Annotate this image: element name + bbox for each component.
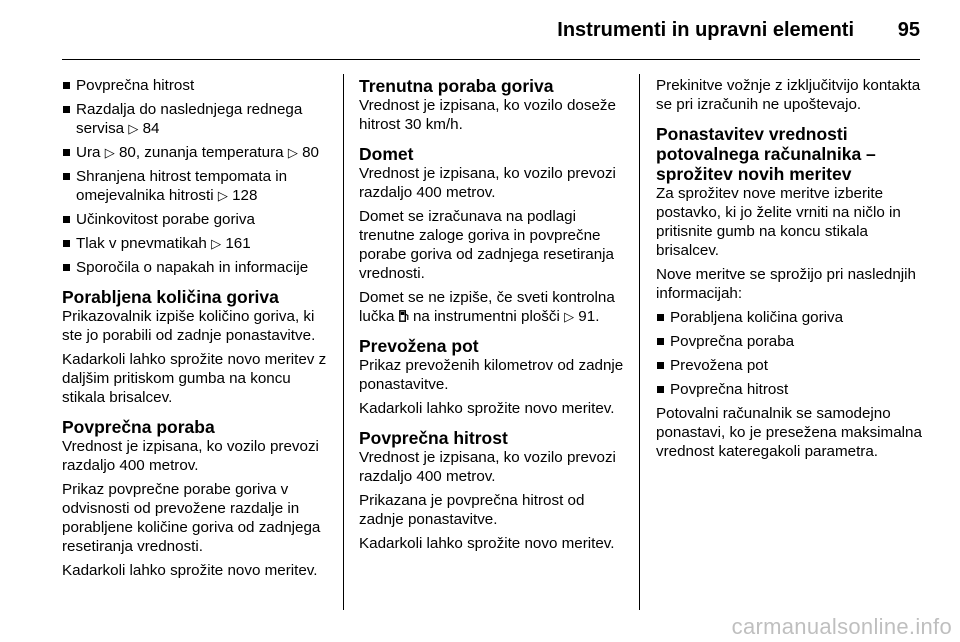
paragraph: Prikaz povprečne porabe goriva v odvisnosti od prevožene razdalje in porabljene količine goriva od zadnjega resetiranja vrednosti. xyxy=(62,481,321,555)
paragraph: Vrednost je izpisana, ko vozilo doseže hitrost 30 km/h. xyxy=(359,97,616,133)
page-header xyxy=(62,0,920,60)
paragraph: Vrednost je izpisana, ko vozilo prevozi razdaljo 400 metrov. xyxy=(359,165,616,201)
section-heading: Prevožena pot xyxy=(359,336,479,356)
section-range xyxy=(359,144,631,326)
page-ref-link[interactable]: 161 xyxy=(225,235,251,252)
bullet-icon xyxy=(63,149,70,156)
page-ref-link[interactable]: 80 xyxy=(118,144,136,161)
section-heading: Ponastavitev vrednosti potovalnega računalnika – sprožitev novih meritev xyxy=(656,124,876,184)
paragraph: Vrednost je izpisana, ko vozilo prevozi razdaljo 400 metrov. xyxy=(359,449,616,485)
paragraph: Prikaz prevoženih kilometrov od zadnje ponastavitve. xyxy=(359,357,624,393)
bullet-icon xyxy=(657,362,664,369)
bullet-icon xyxy=(657,314,664,321)
page-ref-link[interactable]: 84 xyxy=(142,120,160,137)
paragraph: Domet se ne izpiše, če sveti kontrolna lučka na instrumentni plošči ▷ 91. xyxy=(359,289,615,325)
list-item: Razdalja do naslednjega rednega servisa ▷ 84 xyxy=(62,100,330,138)
watermark: carmanualsonline.info xyxy=(731,614,952,639)
bullet-icon xyxy=(63,264,70,271)
paragraph: Kadarkoli lahko sprožite novo meritev z daljšim pritiskom gumba na koncu stikala brisalcev. xyxy=(62,351,327,406)
list-item: Ura ▷ 80, zunanja temperatura ▷ 80 xyxy=(62,143,330,162)
page-title: Instrumenti in upravni elementi xyxy=(557,19,854,41)
fuel-warning-lamp-icon xyxy=(399,310,409,322)
column-1 xyxy=(62,76,330,585)
bullet-icon xyxy=(63,106,70,113)
reset-list xyxy=(656,308,928,399)
page-ref-arrow-icon: ▷ xyxy=(104,145,115,160)
paragraph: Kadarkoli lahko sprožite novo meritev. xyxy=(62,562,318,579)
bullet-icon xyxy=(657,338,664,345)
section-heading: Porabljena količina goriva xyxy=(62,287,279,307)
list-item: Učinkovitost porabe goriva xyxy=(62,210,330,229)
paragraph: Kadarkoli lahko sprožite novo meritev. xyxy=(359,535,615,552)
list-item: Prevožena pot xyxy=(656,356,928,375)
paragraph: Kadarkoli lahko sprožite novo meritev. xyxy=(359,400,615,417)
bullet-icon xyxy=(63,173,70,180)
section-heading: Trenutna poraba goriva xyxy=(359,76,554,96)
section-heading: Povprečna poraba xyxy=(62,417,215,437)
section-distance xyxy=(359,336,631,418)
list-item: Povprečna poraba xyxy=(656,332,928,351)
column-2 xyxy=(359,76,631,558)
bullet-icon xyxy=(63,216,70,223)
paragraph: Potovalni računalnik se samodejno ponastavi, ko je presežena maksimalna vrednost kateregakoli parametra. xyxy=(656,405,922,460)
paragraph: Prekinitve vožnje z izključitvijo kontakta se pri izračunih ne upoštevajo. xyxy=(656,77,921,113)
page-ref-link[interactable]: 91. xyxy=(578,308,600,325)
column-divider xyxy=(639,74,640,610)
bullet-icon xyxy=(657,386,664,393)
list-item: Shranjena hitrost tempomata in omejevalnika hitrosti ▷ 128 xyxy=(62,167,330,205)
paragraph: Domet se izračunava na podlagi trenutne zaloge goriva in povprečne porabe goriva od zadnjega resetiranja vrednosti. xyxy=(359,208,614,282)
section-instant-consumption xyxy=(359,76,631,134)
column-3 xyxy=(656,76,928,466)
page-ref-arrow-icon: ▷ xyxy=(128,121,139,136)
list-item: Povprečna hitrost xyxy=(656,380,928,399)
list-item: Porabljena količina goriva xyxy=(656,308,928,327)
paragraph: Prikazovalnik izpiše količino goriva, ki ste jo porabili od zadnje ponastavitve. xyxy=(62,308,316,344)
info-list xyxy=(62,76,330,277)
section-average-consumption xyxy=(62,417,330,580)
page-ref-arrow-icon: ▷ xyxy=(287,145,298,160)
paragraph: Vrednost je izpisana, ko vozilo prevozi razdaljo 400 metrov. xyxy=(62,438,319,474)
page-ref-link[interactable]: 80 xyxy=(302,144,319,161)
column-divider xyxy=(343,74,344,610)
section-average-speed xyxy=(359,428,631,553)
page-ref-link[interactable]: 128 xyxy=(232,187,258,204)
list-item: Povprečna hitrost xyxy=(62,76,330,95)
section-fuel-used xyxy=(62,287,330,407)
list-item: Tlak v pnevmatikah ▷ 161 xyxy=(62,234,330,253)
list-item: Sporočila o napakah in informacije xyxy=(62,258,330,277)
page-number: 95 xyxy=(897,19,920,41)
paragraph: Za sprožitev nove meritve izberite postavko, ki jo želite vrniti na ničlo in pritisnite gumb na koncu stikala brisalcev. xyxy=(656,185,901,259)
paragraph: Prikazana je povprečna hitrost od zadnje ponastavitve. xyxy=(359,492,585,528)
section-heading: Domet xyxy=(359,144,414,164)
bullet-icon xyxy=(63,240,70,247)
page-ref-arrow-icon: ▷ xyxy=(217,188,228,203)
page-ref-arrow-icon: ▷ xyxy=(564,309,575,324)
paragraph: Nove meritve se sprožijo pri naslednjih informacijah: xyxy=(656,266,916,302)
page-ref-arrow-icon: ▷ xyxy=(211,236,222,251)
section-heading: Povprečna hitrost xyxy=(359,428,508,448)
bullet-icon xyxy=(63,82,70,89)
section-reset xyxy=(656,124,928,461)
